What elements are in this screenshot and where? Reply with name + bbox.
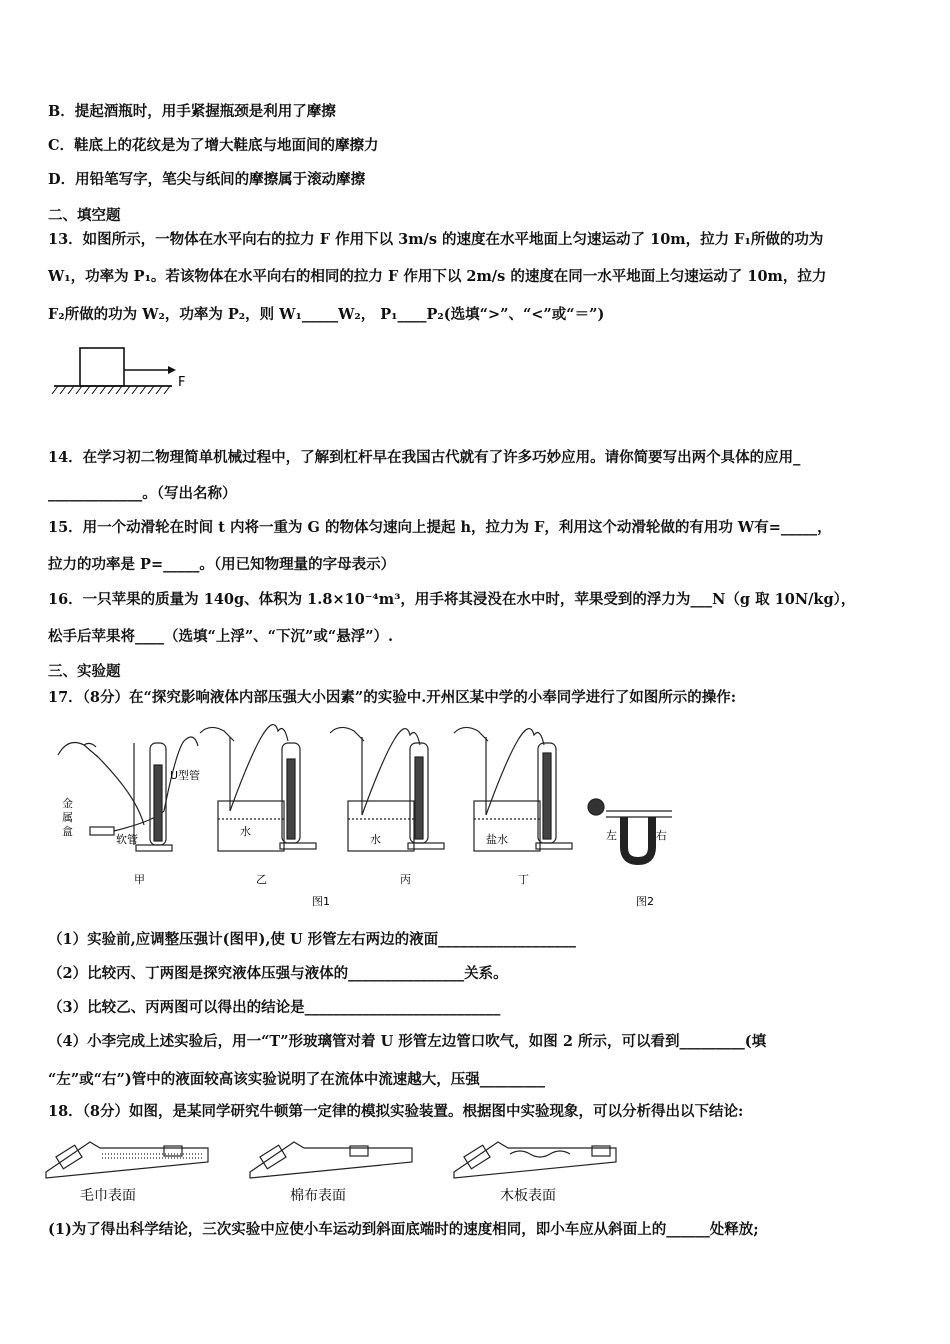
label-fig1: 图1 — [312, 895, 330, 908]
q16-line2: 松手后苹果将____（选填“上浮”、“下沉”或“悬浮”）. — [48, 628, 394, 645]
q14-line2: _____________。（写出名称） — [48, 485, 237, 502]
option-c: C．鞋底上的花纹是为了增大鞋底与地面间的摩擦力 — [48, 137, 379, 154]
q13-line3: F₂所做的功为 W₂，功率为 P₂，则 W₁_____W₂， P₁____P₂(选填“>”、“<”或“＝”) — [48, 306, 605, 323]
q14-line1: 14．在学习初二物理简单机械过程中，了解到杠杆早在我国古代就有了许多巧妙应用。请你简要写出两个具体的应用_ — [48, 449, 801, 466]
label-right: 右 — [656, 829, 667, 842]
label-ding: 丁 — [518, 873, 529, 886]
section-fill-in: 二、填空题 — [48, 207, 121, 224]
q17-part2: （2）比较丙、丁两图是探究液体压强与液体的________________关系。 — [48, 965, 508, 982]
label-bing: 丙 — [400, 873, 411, 886]
surface-towel: 毛巾表面 — [80, 1188, 136, 1204]
q18-stem: 18．（8分）如图，是某同学研究牛顿第一定律的模拟实验装置。根据图中实验现象，可以分析得出以下结论: — [48, 1103, 744, 1120]
surface-cotton: 棉布表面 — [290, 1188, 346, 1204]
q17-part4b: “左”或“右”)管中的液面较高该实验说明了在流体中流速越大，压强_________ — [48, 1071, 545, 1088]
label-water1: 水 — [240, 825, 251, 838]
label-hose: 软管 — [116, 833, 138, 846]
label-jia: 甲 — [134, 873, 145, 886]
surface-wood: 木板表面 — [500, 1188, 556, 1204]
label-left: 左 — [606, 829, 617, 842]
q18-part1: (1)为了得出科学结论，三次实验中应使小车运动到斜面底端时的速度相同，即小车应从斜面上的______处释放; — [48, 1221, 759, 1238]
q18-ramps-figure — [44, 1132, 634, 1206]
option-d: D．用铅笔写字，笔尖与纸间的摩擦属于滚动摩擦 — [48, 171, 366, 188]
q17-part4a: （4）小李完成上述实验后，用一“T”形玻璃管对着 U 形管左边管口吹气，如图 2 所示，可以看到_________(填 — [48, 1033, 767, 1050]
label-box3: 盒 — [62, 825, 73, 838]
q13-line2: W₁，功率为 P₁。若该物体在水平向右的相同的拉力 F 作用下以 2m/s 的速度在同一水平地面上匀速运动了 10m，拉力 — [48, 268, 827, 285]
section-experiment: 三、实验题 — [48, 663, 121, 680]
label-brine: 盐水 — [486, 833, 508, 846]
label-yi: 乙 — [256, 873, 267, 886]
q13-force-label: F — [178, 375, 186, 390]
q17-part1: （1）实验前,应调整压强计(图甲),使 U 形管左右两边的液面___________________ — [48, 931, 576, 948]
q13-block-figure — [48, 340, 208, 402]
q15-line2: 拉力的功率是 P=_____。（用已知物理量的字母表示） — [48, 556, 396, 573]
label-utube: U型管 — [170, 769, 201, 782]
q17-pressure-figure — [50, 715, 690, 915]
label-box1: 金 — [62, 797, 73, 810]
label-fig2: 图2 — [636, 895, 654, 908]
q15-line1: 15．用一个动滑轮在时间 t 内将一重为 G 的物体匀速向上提起 h，拉力为 F，利用这个动滑轮做的有用功 W有=_____， — [48, 519, 832, 536]
q17-stem: 17．（8分）在“探究影响液体内部压强大小因素”的实验中.开州区某中学的小奉同学进行了如图所示的操作: — [48, 689, 737, 706]
label-water2: 水 — [370, 833, 381, 846]
label-box2: 属 — [62, 811, 73, 824]
q17-part3: （3）比较乙、丙两图可以得出的结论是___________________________ — [48, 999, 501, 1016]
option-b: B．提起酒瓶时，用手紧握瓶颈是利用了摩擦 — [48, 103, 336, 120]
q16-line1: 16．一只苹果的质量为 140g、体积为 1.8×10⁻⁴m³，用手将其浸没在水中时，苹果受到的浮力为___N（g 取 10N/kg）， — [48, 591, 856, 608]
q13-line1: 13．如图所示，一物体在水平向右的拉力 F 作用下以 3m/s 的速度在水平地面上匀速运动了 10m，拉力 F₁所做的功为 — [48, 231, 824, 248]
